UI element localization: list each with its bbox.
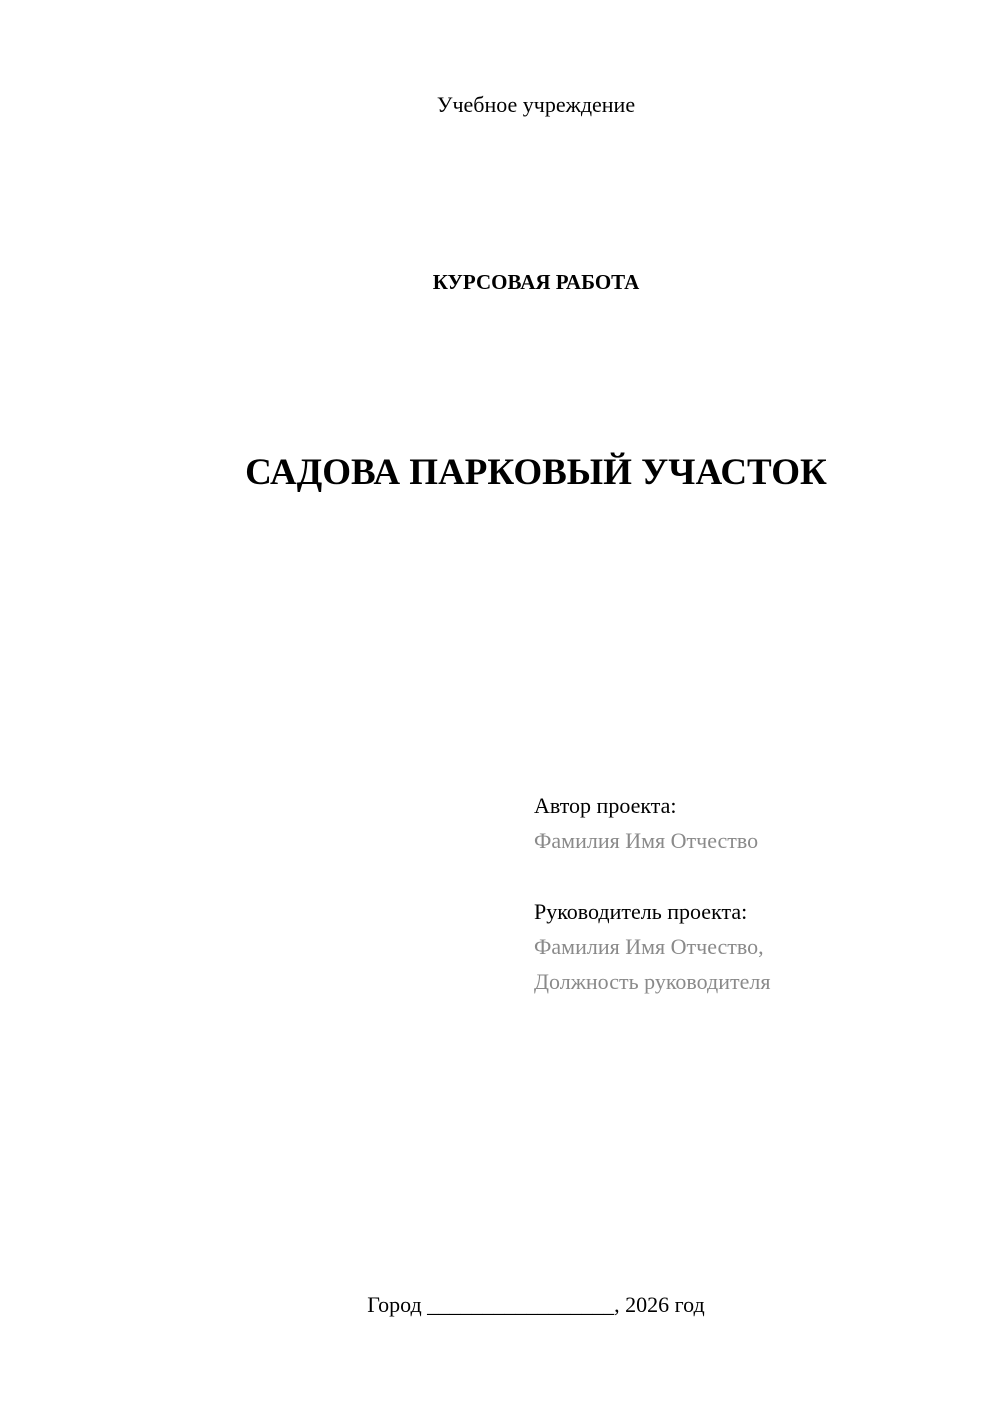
supervisor-label: Руководитель проекта: <box>534 899 748 924</box>
supervisor-position: Должность руководителя <box>534 969 771 994</box>
city-year-footer: Город _________________, 2026 год <box>367 1292 705 1317</box>
work-type-heading: КУРСОВАЯ РАБОТА <box>432 270 640 294</box>
author-label: Автор проекта: <box>534 793 677 818</box>
institution-name: Учебное учреждение <box>436 92 636 117</box>
supervisor-name: Фамилия Имя Отчество, <box>534 934 764 959</box>
author-name: Фамилия Имя Отчество <box>534 828 759 853</box>
credits-block <box>534 788 770 999</box>
credits-spacer <box>534 858 770 894</box>
page-title: САДОВА ПАРКОВЫЙ УЧАСТОК <box>245 452 827 493</box>
